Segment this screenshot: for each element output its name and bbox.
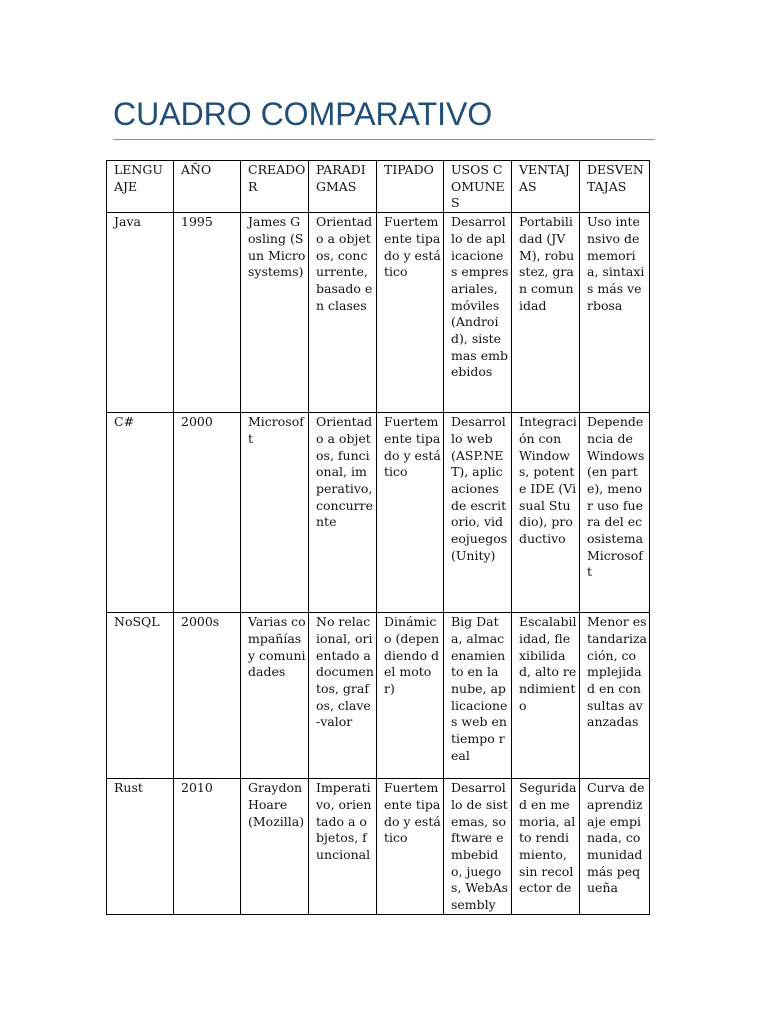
table-row: [107, 413, 650, 613]
table-header-row: [107, 161, 650, 213]
table-row: [107, 213, 650, 413]
table-cell: NoSQL: [107, 613, 174, 779]
table-cell: Rust: [107, 779, 174, 915]
header-cell-creador: CREADOR: [241, 161, 309, 213]
table-cell: Fuertemente tipado y estático: [377, 779, 444, 915]
table-cell: Menor estandarización, complejidad en consultas avanzadas: [580, 613, 650, 779]
table-cell: Fuertemente tipado y estático: [377, 413, 444, 613]
table-cell: Varias compañías y comunidades: [241, 613, 309, 779]
table-cell: Desarrollo de sistemas, software embebido, juegos, WebAssembly: [444, 779, 512, 915]
header-cell-tipado: TIPADO: [377, 161, 444, 213]
table-cell: Seguridad en memoria, alto rendimiento, sin recolector de: [512, 779, 580, 915]
table-cell: 2000s: [174, 613, 241, 779]
table-row: [107, 613, 650, 779]
header-cell-lenguaje: LENGUAJE: [107, 161, 174, 213]
header-cell-desventajas: DESVENTAJAS: [580, 161, 650, 213]
table-cell: Uso intensivo de memoria, sintaxis más verbosa: [580, 213, 650, 413]
table-cell: Graydon Hoare (Mozilla): [241, 779, 309, 915]
document-title: CUADRO COMPARATIVO: [113, 96, 493, 132]
table-cell: James Gosling (Sun Microsystems): [241, 213, 309, 413]
table-cell: Integración con Windows, potente IDE (Visual Studio), productivo: [512, 413, 580, 613]
table-cell: Java: [107, 213, 174, 413]
table-cell: Portabilidad (JVM), robustez, gran comunidad: [512, 213, 580, 413]
table-cell: Fuertemente tipado y estático: [377, 213, 444, 413]
table-cell: 2000: [174, 413, 241, 613]
header-cell-ano: AÑO: [174, 161, 241, 213]
table-cell: C#: [107, 413, 174, 613]
table-cell: Orientado a objetos, funcional, imperativo, concurrente: [309, 413, 377, 613]
table-cell: Microsoft: [241, 413, 309, 613]
comparison-table: [106, 160, 650, 915]
table-cell: 2010: [174, 779, 241, 915]
table-cell: Orientado a objetos, concurrente, basado en clases: [309, 213, 377, 413]
table-cell: Big Data, almacenamiento en la nube, aplicaciones web en tiempo real: [444, 613, 512, 779]
table-cell: Curva de aprendizaje empinada, comunidad más pequeña: [580, 779, 650, 915]
table-cell: Desarrollo de aplicaciones empresariales, móviles (Android), sistemas embebidos: [444, 213, 512, 413]
table-row: [107, 779, 650, 915]
table-cell: Dependencia de Windows (en parte), menor uso fuera del ecosistema Microsoft: [580, 413, 650, 613]
header-cell-ventajas: VENTAJAS: [512, 161, 580, 213]
table-cell: Dinámico (dependiendo del motor): [377, 613, 444, 779]
table-cell: Desarrollo web (ASP.NET), aplicaciones de escritorio, videojuegos (Unity): [444, 413, 512, 613]
table-cell: Imperativo, orientado a objetos, funcional: [309, 779, 377, 915]
header-cell-usos-comunes: USOS COMUNES: [444, 161, 512, 213]
table-cell: 1995: [174, 213, 241, 413]
table-cell: No relacional, orientado a documentos, grafos, clave-valor: [309, 613, 377, 779]
title-underline: [113, 139, 655, 140]
table-cell: Escalabilidad, flexibilidad, alto rendimiento: [512, 613, 580, 779]
header-cell-paradigmas: PARADIGMAS: [309, 161, 377, 213]
